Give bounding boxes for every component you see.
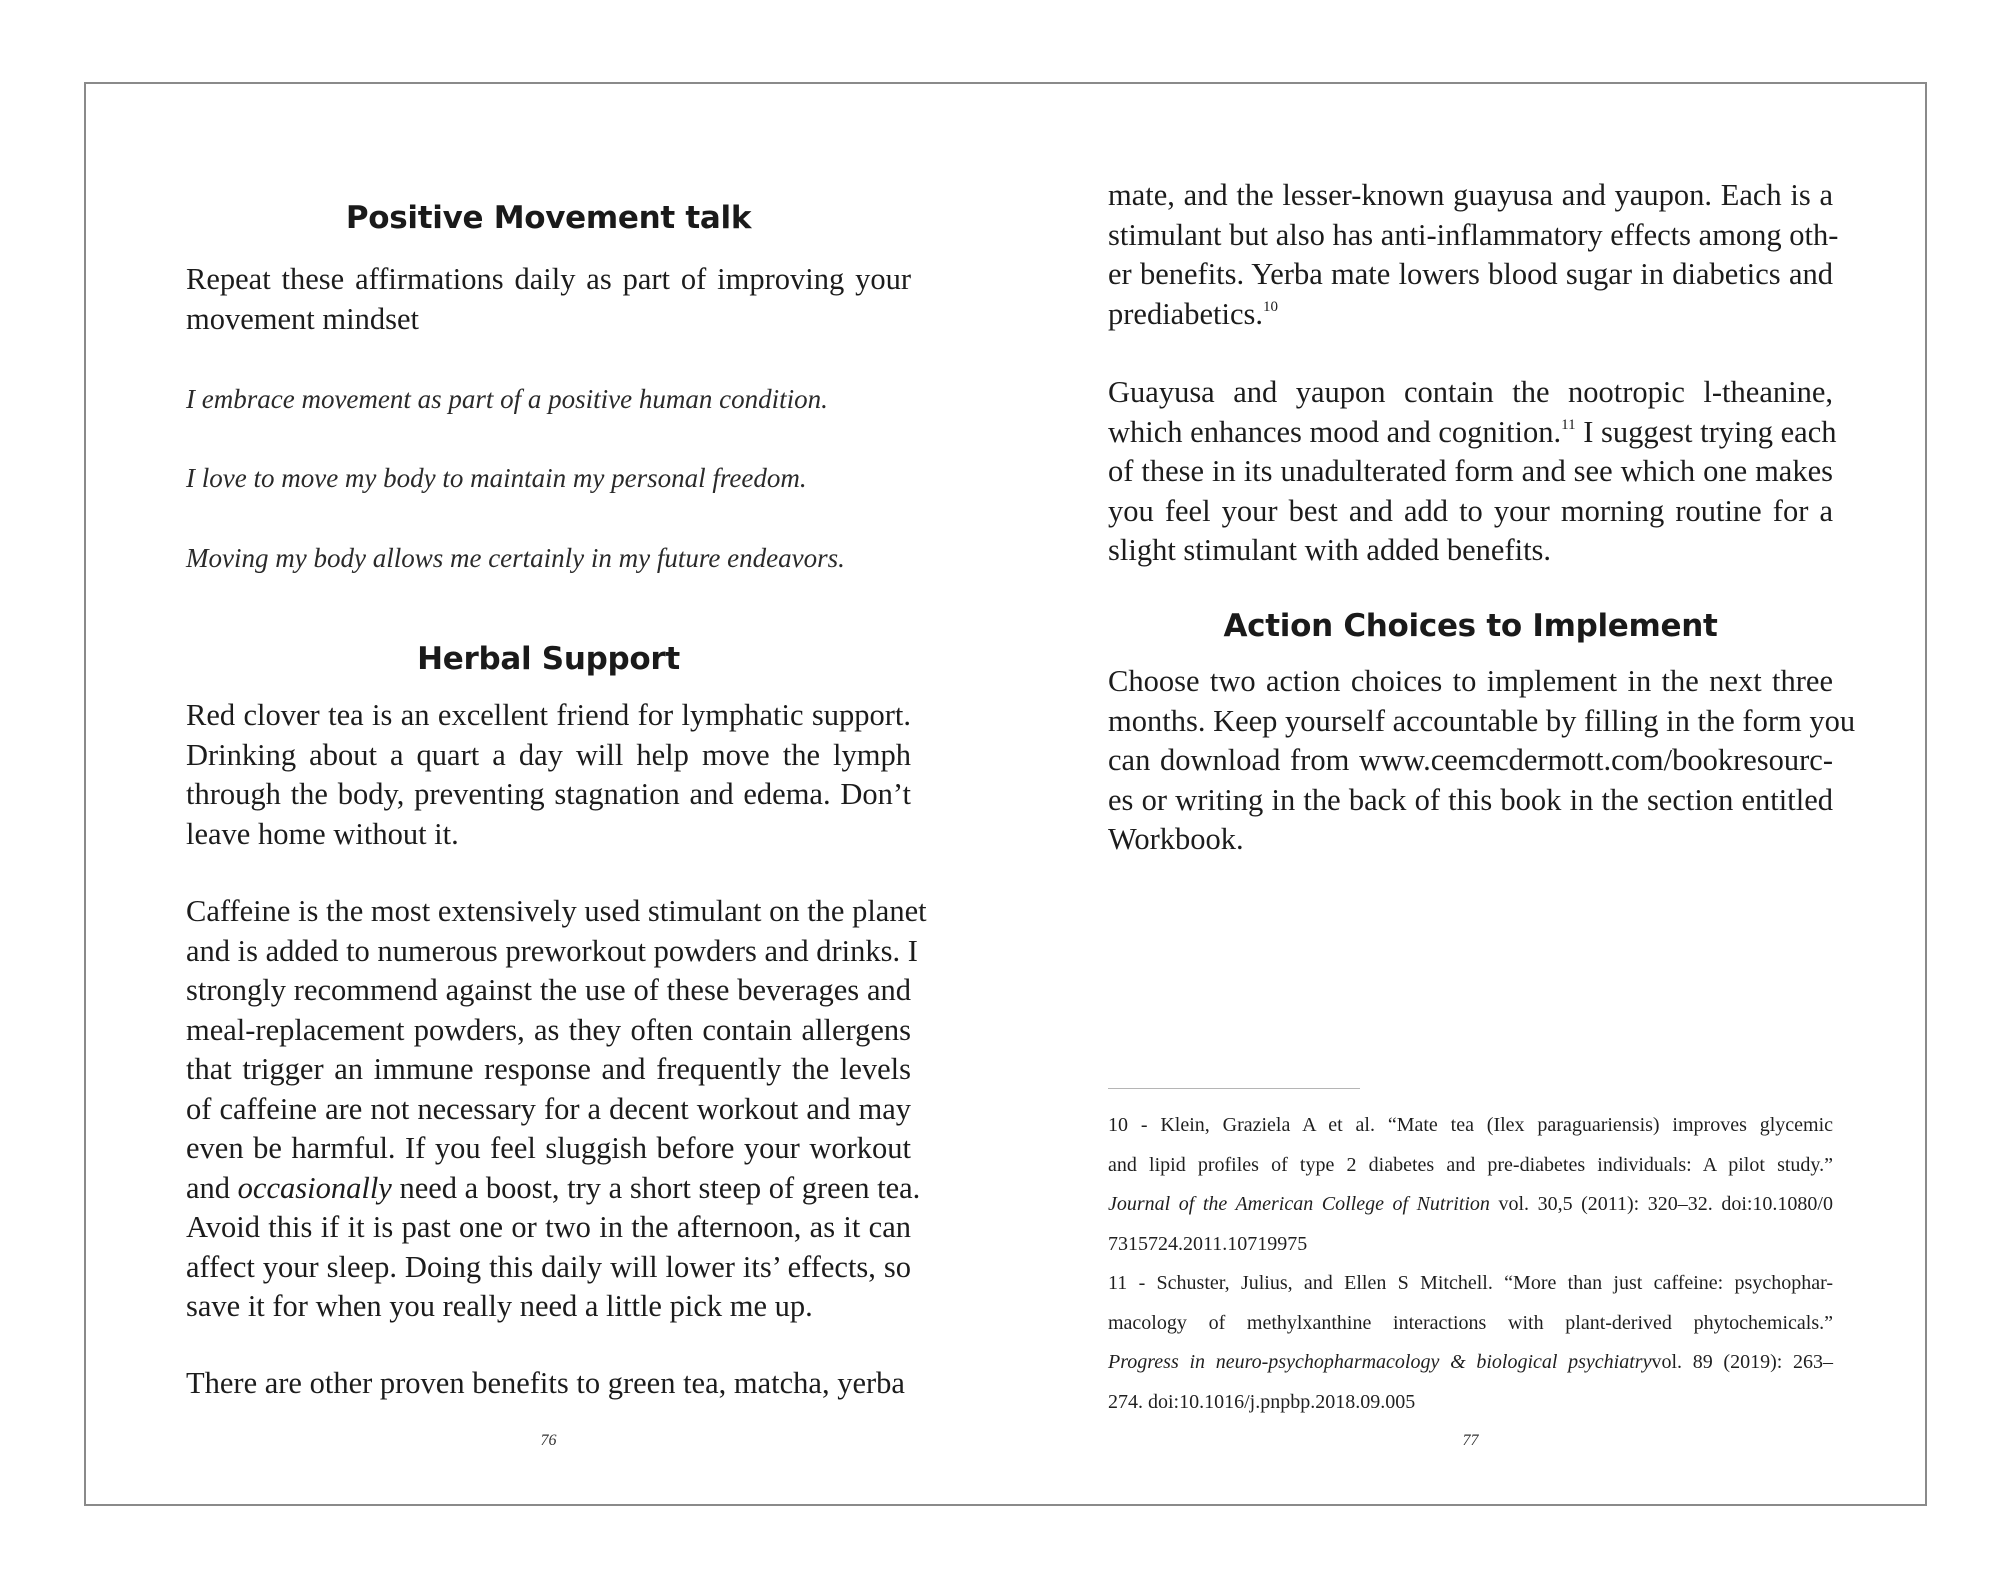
- intro-paragraph: Repeat these affirmations daily as part of improving your movement mindset: [186, 262, 911, 336]
- heading-action-choices: Action Choices to Implement: [1223, 608, 1718, 644]
- affirmation-1: I embrace movement as part of a positive human condition.: [186, 384, 828, 414]
- paragraph-action-choices: Choose two action choices to implement in the next three months. Keep yourself accountable by filling in the form you can download from www.ceemcdermott.com/bookresourc- es or writing in the back of this book in the section entitled Workbook.: [1108, 664, 1856, 856]
- paragraph-red-clover: Red clover tea is an excellent friend for lymphatic support. Drinking about a quart a day will help move the lymph through the body, preventing stagnation and edema. Don’t leave home without it.: [186, 698, 911, 851]
- footnote-10: 10 - Klein, Graziela A et al. “Mate tea (Ilex paraguariensis) improves glycemic: [1108, 1114, 1833, 1136]
- right-page: [1108, 84, 1856, 1504]
- page-number-left: 76: [540, 1432, 557, 1449]
- paragraph-caffeine: Caffeine is the most extensively used stimulant on the planet and is added to numerous preworkout powders and drinks. I strongly recommend against the use of these beverages and meal-replacement powders, as they often contain allergens that trigger an immune response and frequently the levels of caffeine are not necessary for a decent workout and may even be harmful. If you feel sluggish before your workout and occasionally need a boost, try a short steep of green tea. Avoid this if it is past one or two in the afternoon, as it can affect your sleep. Doing this daily will lower its’ effects, so save it for when you really need a little pick me up.: [186, 894, 927, 1323]
- page-number-right: 77: [1462, 1432, 1479, 1449]
- heading-positive-movement-talk: Positive Movement talk: [345, 200, 752, 236]
- footnote-11: 11 - Schuster, Julius, and Ellen S Mitchell. “More than just caffeine: psychophar-: [1108, 1272, 1833, 1294]
- affirmation-2: I love to move my body to maintain my personal freedom.: [186, 463, 807, 493]
- footnote-ref-10[interactable]: 10: [1262, 298, 1278, 315]
- paragraph-guayusa: Guayusa and yaupon contain the nootropic l-theanine, which enhances mood and cognition.$^{11}$ I suggest trying each of these in its unadulterated form and see which one makes you feel your best and add to your morning routine for a slight stimulant with added benefits.: [1108, 375, 1837, 567]
- affirmation-3: Moving my body allows me certainly in my future endeavors.: [186, 543, 845, 573]
- left-page: [186, 84, 927, 1504]
- book-spread: [84, 82, 1927, 1506]
- journal-title: Journal of the American College of Nutrition: [1108, 1193, 1490, 1215]
- footnote-ref-11[interactable]: 11: [1561, 416, 1576, 433]
- footnote-divider: [1108, 1088, 1360, 1089]
- journal-title: Progress in neuro-psychopharmacology & biological psychiatry: [1108, 1351, 1652, 1373]
- footnotes: 10 - Klein, Graziela A et al. “Mate tea (Ilex paraguariensis) improves glycemic and lipid profiles of type 2 diabetes and pre-diabetes individuals: A pilot study.” Journal of the American College of Nutrition vol. 30,5 (2011): 320–32. doi:10.1080/0 7315724.2011.10719975 11 - Schuster, Julius, and Ellen S Mitchell. “More than just caffeine: psychophar- macology of methylxanthine interactions with plant-derived phytochemicals.” Progress in neuro-psychopharmacology & biological psychiatryvol. 89 (2019): 263– 274. doi:10.1016/j.pnpbp.2018.09.005: [1108, 1106, 1833, 1422]
- emphasis-occasionally: occasionally: [237, 1170, 392, 1205]
- paragraph-green-tea: There are other proven benefits to green tea, matcha, yerba: [186, 1366, 905, 1400]
- heading-herbal-support: Herbal Support: [417, 641, 680, 677]
- paragraph-mate: mate, and the lesser-known guayusa and yaupon. Each is a stimulant but also has anti-inflammatory effects among oth- er benefits. Yerba mate lowers blood sugar in diabetics and prediabetics.$^{10}$: [1108, 178, 1839, 331]
